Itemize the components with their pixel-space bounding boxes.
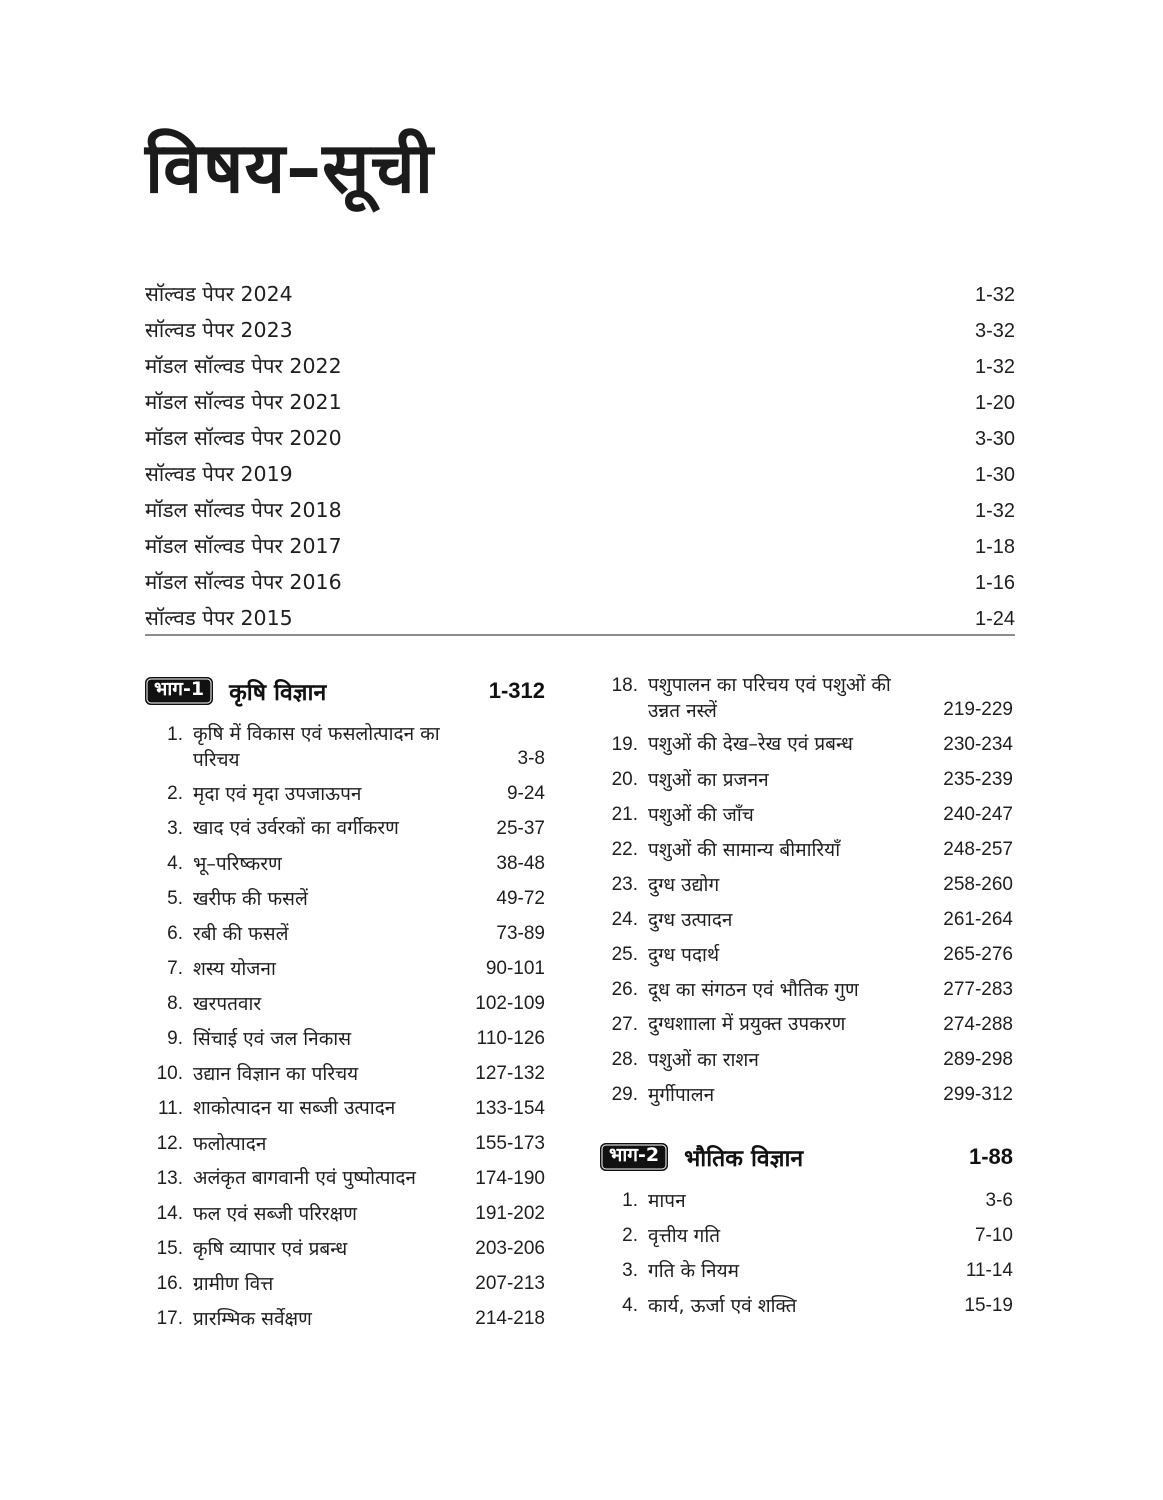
paper-page-range: 1-32 [974,284,1015,306]
part2-title: भौतिक विज्ञान [684,1146,804,1172]
chapter-row [145,1025,545,1053]
chapter-page-range: 133-154 [475,1098,545,1119]
paper-page-range: 1-18 [974,536,1015,558]
chapter-row [600,1187,1013,1215]
part1-title: कृषि विज्ञान [229,680,327,706]
chapter-number: 18. [611,675,638,696]
chapter-row [600,1011,1013,1039]
paper-row [145,456,1015,492]
chapter-page-range: 25-37 [496,818,545,839]
chapter-number: 26. [611,979,638,1000]
paper-name: मॉडल सॉल्वड पेपर 2021 [145,390,342,414]
chapter-row [600,1222,1013,1250]
chapter-title: दुग्ध उत्पादन [648,909,733,931]
chapter-page-range: 277-283 [943,979,1013,1000]
part1-pages: 1-312 [488,678,545,703]
paper-row [145,276,1015,312]
chapter-number: 7. [167,958,183,979]
chapter-number: 2. [622,1225,638,1246]
chapter-number: 1. [622,1190,638,1211]
chapter-row [145,1200,545,1228]
chapter-number: 8. [167,993,183,1014]
part2-heading [600,1138,1013,1176]
part2-chapters [600,1187,1013,1320]
chapter-title: गति के नियम [648,1260,739,1282]
chapter-title: पशुओं की सामान्य बीमारियाँ [648,839,841,861]
chapter-number: 4. [167,853,183,874]
chapter-number: 27. [611,1014,638,1035]
chapter-row [600,801,1013,829]
chapter-page-range: 214-218 [475,1308,545,1329]
chapter-number: 28. [611,1049,638,1070]
chapter-title: कृषि में विकास एवं फसलोत्पादन का परिचय [193,723,440,771]
chapter-title: मृदा एवं मृदा उपजाऊपन [193,783,362,805]
chapter-title: पशुओं का प्रजनन [648,769,769,791]
chapter-page-range: 73-89 [496,923,545,944]
chapter-number: 3. [622,1260,638,1281]
chapter-row [600,871,1013,899]
chapter-title: पशुओं का राशन [648,1049,759,1071]
chapter-row [600,672,1013,724]
page-title: विषय–सूची [145,127,435,209]
solved-papers-list [145,276,1015,636]
chapter-number: 1. [167,724,183,745]
chapter-title: खाद एवं उर्वरकों का वर्गीकरण [193,817,399,839]
chapter-page-range: 248-257 [943,839,1013,860]
paper-name: सॉल्वड पेपर 2015 [145,606,293,630]
chapter-title: रबी की फसलें [193,923,289,945]
chapter-page-range: 155-173 [475,1133,545,1154]
chapter-row [600,941,1013,969]
chapter-number: 13. [156,1168,183,1189]
chapter-row [145,721,545,773]
chapter-number: 25. [611,944,638,965]
chapter-title: प्रारम्भिक सर्वेक्षण [193,1308,312,1330]
paper-page-range: 1-30 [974,464,1015,486]
chapter-row [145,1130,545,1158]
paper-page-range: 1-20 [974,392,1015,414]
chapter-page-range: 207-213 [475,1273,545,1294]
chapter-page-range: 49-72 [496,888,545,909]
section-divider [145,634,1015,636]
chapter-row [600,1081,1013,1109]
chapter-page-range: 9-24 [506,783,545,804]
paper-page-range: 1-16 [974,572,1015,594]
chapter-row [600,1257,1013,1285]
chapter-page-range: 15-19 [964,1295,1013,1316]
chapter-row [145,920,545,948]
chapter-title: सिंचाई एवं जल निकास [193,1028,352,1050]
chapter-row [145,850,545,878]
chapter-number: 16. [156,1273,183,1294]
chapter-number: 19. [611,734,638,755]
chapter-page-range: 274-288 [943,1014,1013,1035]
chapter-row [145,1305,545,1333]
chapter-row [600,766,1013,794]
chapter-title: पशुओं की देख–रेख एवं प्रबन्ध [648,733,853,755]
paper-name: मॉडल सॉल्वड पेपर 2017 [145,534,342,558]
chapter-number: 22. [611,839,638,860]
chapter-title: कृषि व्यापार एवं प्रबन्ध [193,1238,348,1260]
chapter-row [145,780,545,808]
chapter-page-range: 289-298 [943,1049,1013,1070]
paper-row [145,492,1015,528]
paper-name: मॉडल सॉल्वड पेपर 2018 [145,498,342,522]
chapter-number: 11. [157,1098,183,1119]
chapter-page-range: 261-264 [943,909,1013,930]
chapter-page-range: 299-312 [943,1084,1013,1105]
chapter-title: फलोत्पादन [193,1133,267,1155]
left-column [145,672,545,1340]
chapter-number: 24. [611,909,638,930]
chapter-row [600,731,1013,759]
chapter-number: 14. [156,1203,183,1224]
paper-row [145,312,1015,348]
chapter-page-range: 174-190 [475,1168,545,1189]
part1-badge: भाग-1 [145,677,213,705]
chapter-title: शस्य योजना [193,958,276,980]
part1-heading [145,672,545,710]
chapter-title: मुर्गीपालन [648,1084,715,1106]
chapter-title: अलंकृत बागवानी एवं पुष्पोत्पादन [193,1167,416,1189]
chapter-number: 3. [167,818,183,839]
chapter-title: फल एवं सब्जी परिरक्षण [193,1203,358,1225]
chapter-page-range: 3-6 [985,1190,1013,1211]
paper-row [145,564,1015,600]
chapter-title: दूध का संगठन एवं भौतिक गुण [648,979,859,1001]
chapter-title: दुग्ध पदार्थ [648,944,720,966]
chapter-title: खरपतवार [193,993,262,1015]
paper-name: मॉडल सॉल्वड पेपर 2016 [145,570,342,594]
chapter-page-range: 258-260 [943,874,1013,895]
paper-row [145,348,1015,384]
chapter-number: 10. [156,1063,183,1084]
paper-page-range: 3-32 [974,320,1015,342]
right-column [600,672,1013,1327]
part2-pages: 1-88 [968,1144,1013,1169]
chapter-page-range: 7-10 [974,1225,1013,1246]
chapter-page-range: 3-8 [517,748,545,769]
chapter-number: 12. [156,1133,183,1154]
chapter-row [145,815,545,843]
paper-row [145,528,1015,564]
chapter-page-range: 127-132 [475,1063,545,1084]
chapter-number: 4. [622,1295,638,1316]
chapter-number: 20. [611,769,638,790]
paper-row [145,420,1015,456]
part1-chapters-left [145,721,545,1333]
chapter-number: 29. [611,1084,638,1105]
chapter-title: ग्रामीण वित्त [193,1273,274,1295]
chapter-number: 17. [156,1308,183,1329]
paper-page-range: 3-30 [974,428,1015,450]
paper-page-range: 1-32 [974,500,1015,522]
chapter-title: खरीफ की फसलें [193,888,308,910]
chapter-page-range: 265-276 [943,944,1013,965]
chapter-row [600,976,1013,1004]
paper-row [145,384,1015,420]
chapter-page-range: 11-14 [965,1260,1013,1281]
paper-name: सॉल्वड पेपर 2024 [145,282,293,306]
paper-name: सॉल्वड पेपर 2023 [145,318,293,342]
chapter-title: मापन [648,1190,686,1212]
chapter-title: पशुपालन का परिचय एवं पशुओं की उन्नत नस्लें [648,674,891,722]
chapter-row [600,1292,1013,1320]
chapter-number: 15. [156,1238,183,1259]
chapter-row [145,1235,545,1263]
chapter-number: 21. [611,804,638,825]
chapter-row [145,990,545,1018]
chapter-page-range: 230-234 [943,734,1013,755]
chapter-page-range: 90-101 [485,958,545,979]
paper-name: सॉल्वड पेपर 2019 [145,462,293,486]
chapter-page-range: 203-206 [475,1238,545,1259]
column-spacer [600,1116,1013,1138]
chapter-row [600,906,1013,934]
chapter-number: 9. [167,1028,183,1049]
chapter-title: पशुओं की जाँच [648,804,754,826]
chapter-row [145,1095,545,1123]
chapter-page-range: 38-48 [496,853,545,874]
chapter-title: दुग्धशााला में प्रयुक्त उपकरण [648,1013,846,1035]
paper-row [145,600,1015,636]
chapter-title: उद्यान विज्ञान का परिचय [193,1063,359,1085]
chapter-row [145,1165,545,1193]
paper-name: मॉडल सॉल्वड पेपर 2020 [145,426,342,450]
chapter-row [145,1270,545,1298]
part2-badge: भाग-2 [600,1143,668,1171]
chapter-row [145,1060,545,1088]
paper-page-range: 1-24 [974,608,1015,630]
chapter-number: 5. [167,888,183,909]
chapter-row [145,885,545,913]
chapter-title: शाकोत्पादन या सब्जी उत्पादन [193,1097,396,1119]
chapter-page-range: 102-109 [475,993,545,1014]
chapter-page-range: 235-239 [943,769,1013,790]
chapter-row [145,955,545,983]
chapter-number: 23. [611,874,638,895]
part1-chapters-right [600,672,1013,1109]
chapter-title: कार्य, ऊर्जा एवं शक्ति [648,1295,797,1317]
chapter-page-range: 219-229 [943,699,1013,720]
paper-name: मॉडल सॉल्वड पेपर 2022 [145,354,342,378]
chapter-page-range: 110-126 [476,1028,545,1049]
chapter-title: वृत्तीय गति [648,1225,721,1247]
chapter-number: 2. [167,783,183,804]
chapter-title: भू–परिष्करण [193,853,282,875]
chapter-page-range: 191-202 [475,1203,545,1224]
chapter-number: 6. [167,923,183,944]
chapter-row [600,836,1013,864]
paper-page-range: 1-32 [974,356,1015,378]
chapter-page-range: 240-247 [943,804,1013,825]
chapter-row [600,1046,1013,1074]
chapter-title: दुग्ध उद्योग [648,874,720,896]
